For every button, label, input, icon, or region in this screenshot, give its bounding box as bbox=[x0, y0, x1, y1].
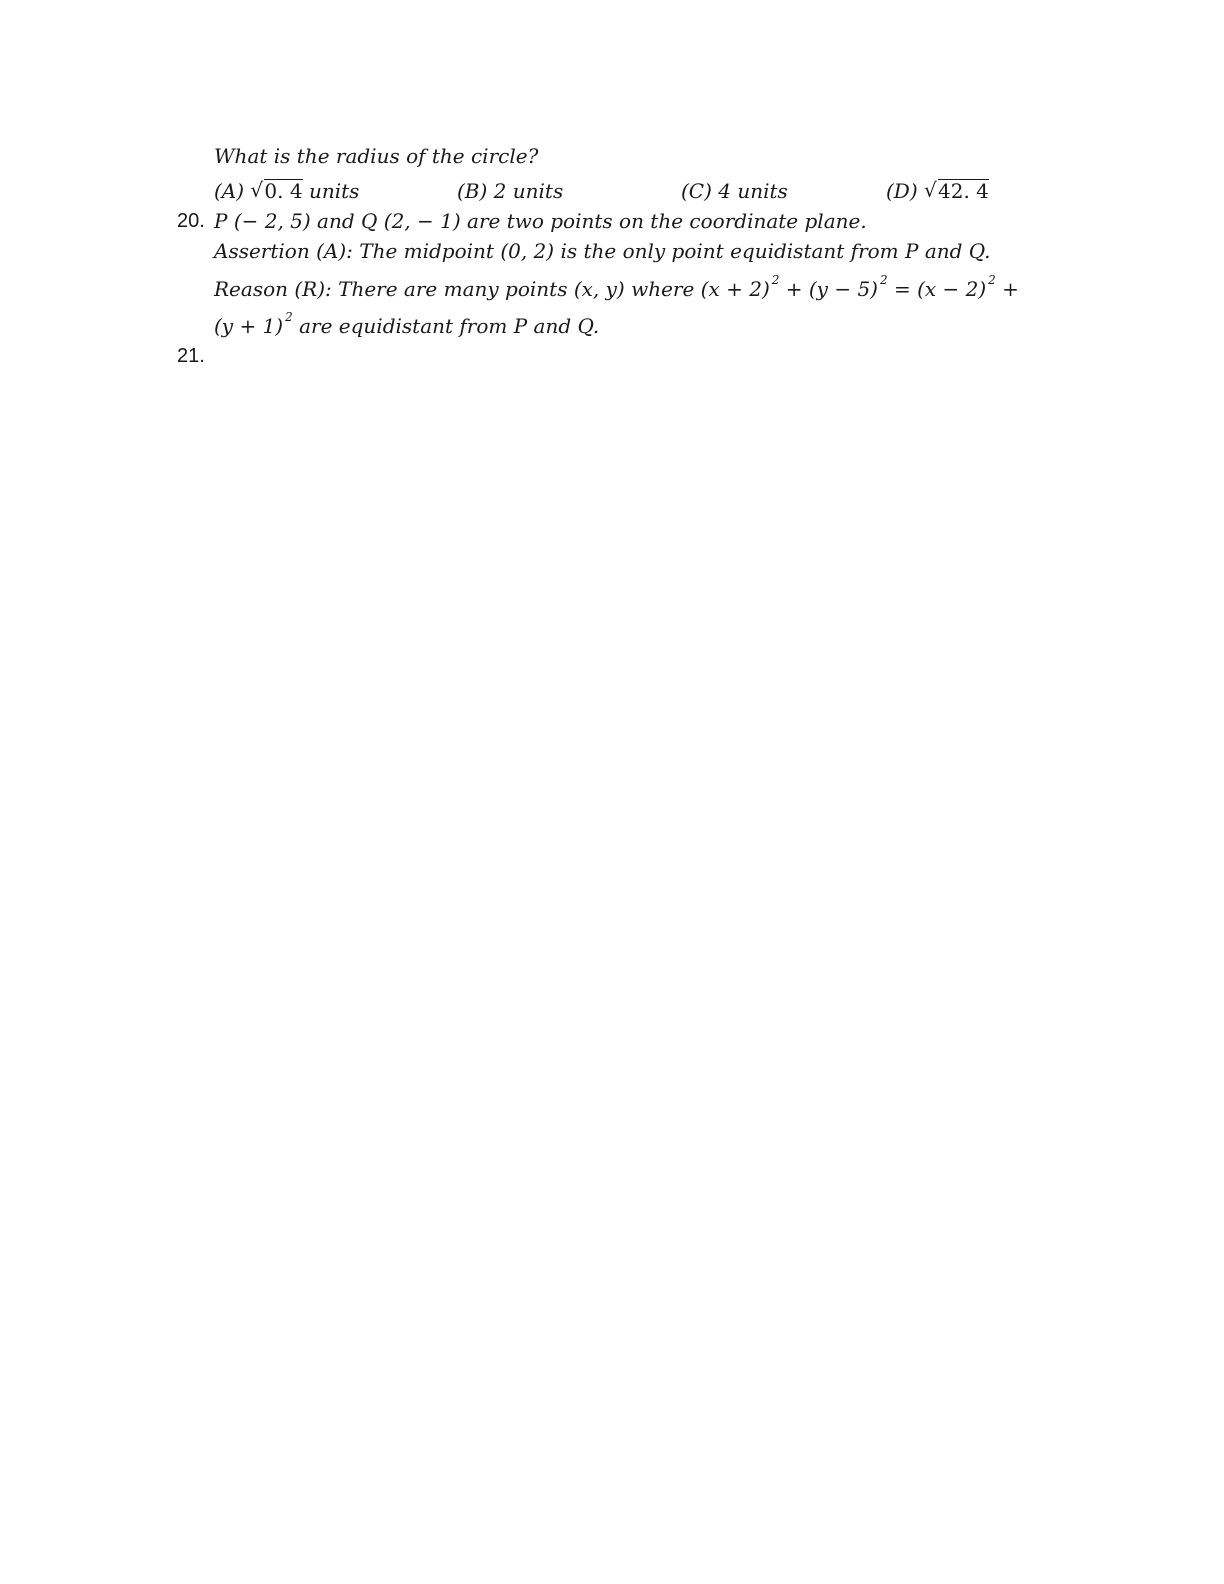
reason-part-e: (y + 1) bbox=[214, 314, 284, 338]
q19-option-d-radicand: 42. 4 bbox=[938, 179, 989, 203]
q19-prompt: What is the radius of the circle? bbox=[214, 144, 539, 168]
q20-stem: P (− 2, 5) and Q (2, − 1) are two points on the coordinate plane. bbox=[214, 209, 867, 233]
reason-part-a: Reason (R): There are many points (x, y) where (x + 2) bbox=[214, 277, 770, 301]
q19-option-a-unit: units bbox=[308, 179, 360, 203]
q19-option-a-radical bbox=[250, 178, 302, 204]
q19-option-c: (C) 4 units bbox=[681, 179, 788, 203]
q20-assertion: Assertion (A): The midpoint (0, 2) is the only point equidistant from P and Q. bbox=[214, 239, 991, 263]
exponent: 2 bbox=[285, 310, 293, 324]
q19-option-d-radical bbox=[924, 178, 989, 204]
reason-part-f: are equidistant from P and Q. bbox=[292, 314, 600, 338]
q20-number: 20. bbox=[177, 210, 205, 232]
q19-option-d bbox=[886, 178, 989, 204]
q20-reason-line2 bbox=[214, 310, 600, 339]
q19-option-a-label: (A) bbox=[214, 179, 245, 203]
q21-number: 21. bbox=[177, 345, 205, 367]
reason-part-b: + (y − 5) bbox=[779, 277, 878, 301]
q20-reason-line1 bbox=[214, 273, 1019, 302]
exponent: 2 bbox=[988, 273, 996, 287]
reason-part-c: = (x − 2) bbox=[887, 277, 987, 301]
q19-option-b: (B) 2 units bbox=[457, 179, 564, 203]
reason-part-d: + bbox=[995, 277, 1019, 301]
q19-option-a-radicand: 0. 4 bbox=[264, 179, 303, 203]
exponent: 2 bbox=[771, 273, 780, 287]
exponent: 2 bbox=[879, 273, 888, 287]
q19-option-a bbox=[214, 178, 359, 204]
q19-option-d-label: (D) bbox=[886, 179, 918, 203]
